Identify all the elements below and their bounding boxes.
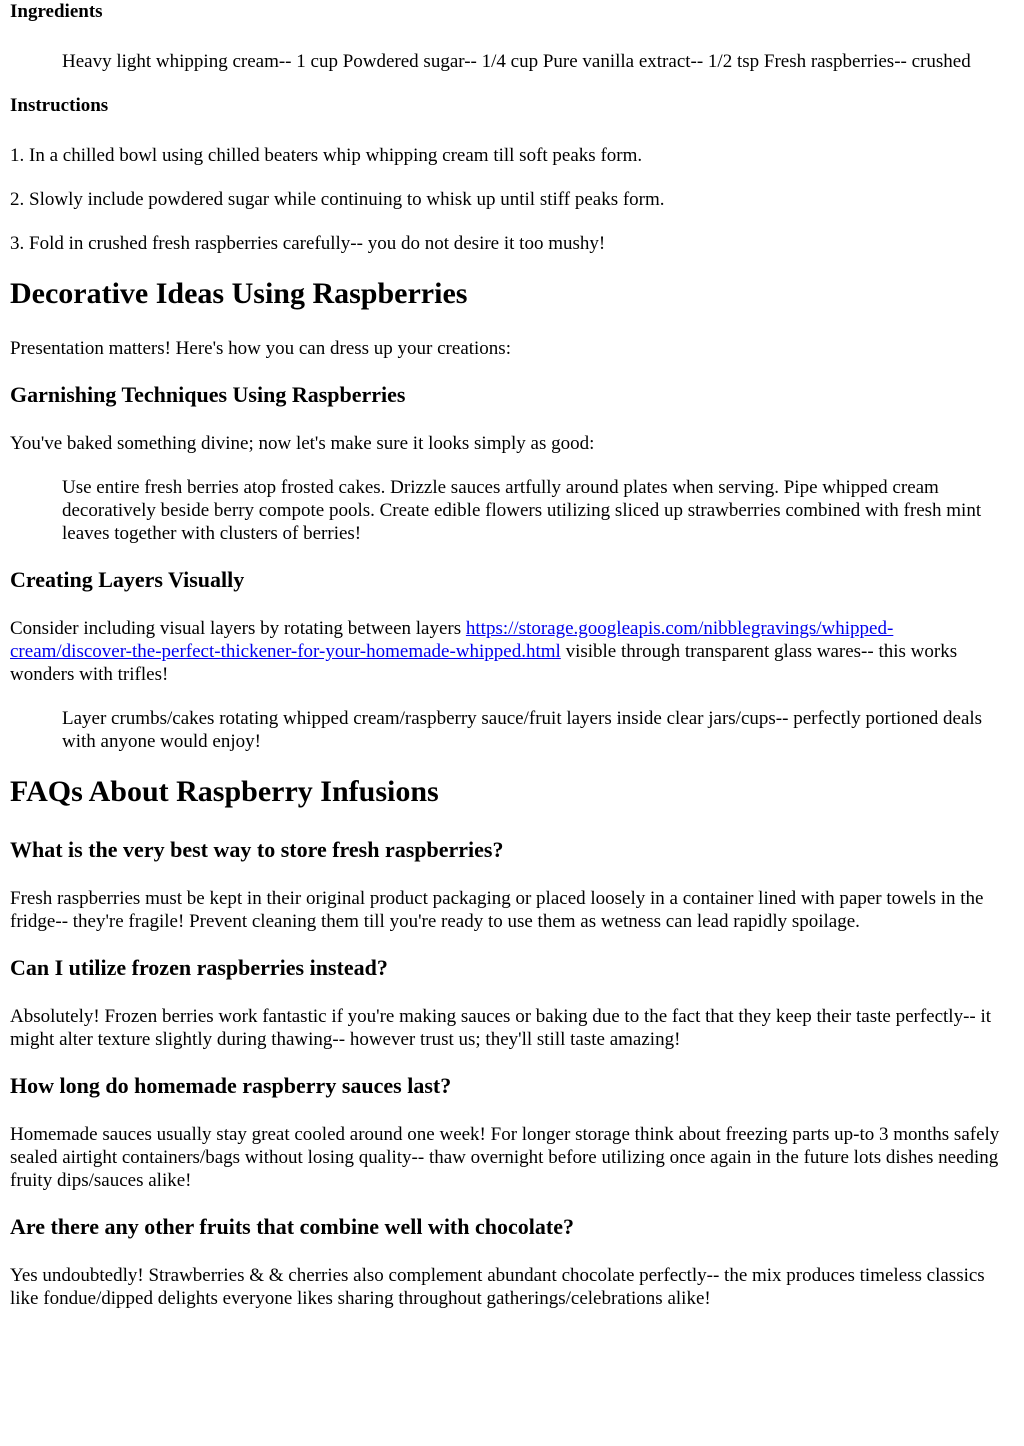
layers-text-before: Consider including visual layers by rotating between layers xyxy=(10,618,466,639)
ingredients-heading: Ingredients xyxy=(10,1,103,22)
layers-heading: Creating Layers Visually xyxy=(10,567,245,592)
instructions-heading: Instructions xyxy=(10,95,109,116)
faqs-heading: FAQs About Raspberry Infusions xyxy=(10,775,439,808)
instruction-step-2: 2. Slowly include powdered sugar while continuing to whisk up until stiff peaks form. xyxy=(10,189,665,210)
faq-question: What is the very best way to store fresh raspberries? xyxy=(10,837,504,862)
faq-question: How long do homemade raspberry sauces last? xyxy=(10,1073,452,1098)
faq-question: Can I utilize frozen raspberries instead? xyxy=(10,955,388,980)
faq-answer: Yes undoubtedly! Strawberries & & cherries also complement abundant chocolate perfectly-- the mix produces timeless classics like fondue/dipped delights everyone likes sharing throughout gatherings/celebrations alike! xyxy=(10,1265,985,1309)
garnishing-quote: Use entire fresh berries atop frosted cakes. Drizzle sauces artfully around plates when serving. Pipe whipped cream decoratively beside berry compote pools. Create edible flowers utilizing sliced up strawberries combined with fresh mint leaves together with clusters of berries! xyxy=(62,477,982,544)
layers-paragraph xyxy=(10,617,1014,686)
garnishing-intro: You've baked something divine; now let's make sure it looks simply as good: xyxy=(10,433,595,454)
faq-answer: Homemade sauces usually stay great cooled around one week! For longer storage think about freezing parts up-to 3 months safely sealed airtight containers/bags without losing quality-- thaw overnight before utilizing once again in the future lots dishes needing fruity dips/sauces alike! xyxy=(10,1124,1000,1191)
decorative-heading: Decorative Ideas Using Raspberries xyxy=(10,277,468,310)
decorative-intro: Presentation matters! Here's how you can dress up your creations: xyxy=(10,338,511,359)
faq-answer: Absolutely! Frozen berries work fantastic if you're making sauces or baking due to the fact that they keep their taste perfectly-- it might alter texture slightly during thawing-- however trust us; they'll still taste amazing! xyxy=(10,1006,992,1050)
faq-answer: Fresh raspberries must be kept in their original product packaging or placed loosely in a container lined with paper towels in the fridge-- they're fragile! Prevent cleaning them till you're ready to use them as wetness can lead rapidly spoilage. xyxy=(10,888,984,932)
faq-question: Are there any other fruits that combine well with chocolate? xyxy=(10,1214,574,1239)
thickener-article-link[interactable]: https://storage.googleapis.com/nibblegravings/whipped-cream/discover-the-perfect-thickener-for-your-homemade-whipped.html xyxy=(10,618,894,662)
ingredients-list: Heavy light whipping cream-- 1 cup Powdered sugar-- 1/4 cup Pure vanilla extract-- 1/2 tsp Fresh raspberries-- crushed xyxy=(62,51,971,72)
garnishing-heading: Garnishing Techniques Using Raspberries xyxy=(10,382,406,407)
layers-text-after: visible through transparent glass wares-- this works wonders with trifles! xyxy=(10,641,958,685)
instruction-step-3: 3. Fold in crushed fresh raspberries carefully-- you do not desire it too mushy! xyxy=(10,233,606,254)
instruction-step-1: 1. In a chilled bowl using chilled beaters whip whipping cream till soft peaks form. xyxy=(10,145,643,166)
layers-quote: Layer crumbs/cakes rotating whipped cream/raspberry sauce/fruit layers inside clear jars/cups-- perfectly portioned deals with anyone would enjoy! xyxy=(62,708,983,752)
